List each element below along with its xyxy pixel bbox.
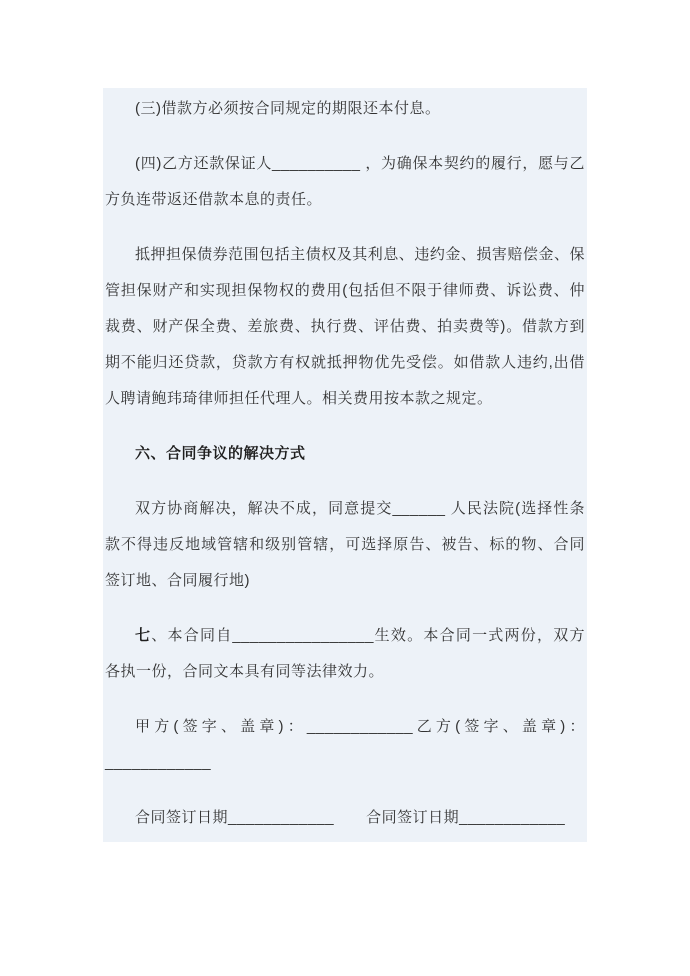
section-7-number: 七 [135,627,152,644]
signing-date-line [105,800,585,836]
section-7-text: 、本合同自________________生效。本合同一式两份，双方各执一份，合同文本具有同等法律效力。 [105,627,585,680]
clause-effective-date [105,618,585,690]
clause-mortgage-scope: 抵押担保债券范围包括主债权及其利息、违约金、损害赔偿金、保管担保财产和实现担保物权的费用(包括但不限于律师费、诉讼费、仲裁费、财产保全费、差旅费、执行费、评估费、拍卖费等)。借款方到期不能归还贷款，贷款方有权就抵押物优先受偿。如借款人违约,出借人聘请鲍玮琦律师担任代理人。相关费用按本款之规定。 [105,246,585,407]
clause-repayment-term: (三)借款方必须按合同规定的期限还本付息。 [135,100,441,117]
signature-line [105,709,585,781]
sign-date-party-a: 合同签订日期____________ [135,809,335,826]
clause-dispute-resolution: 双方协商解决，解决不成，同意提交______ 人民法院(选择性条款不得违反地域管辖和级别管辖，可选择原告、被告、标的物、合同签订地、合同履行地) [105,500,585,589]
party-b-signature-label: 乙方(签字、盖章)：____________ [105,718,585,771]
party-a-signature-label: 甲方(签字、盖章)：____________ [135,718,414,735]
section-6-heading: 六、合同争议的解决方式 [135,445,306,462]
contract-document [103,88,587,842]
clause-guarantor: (四)乙方还款保证人__________ ，为确保本契约的履行，愿与乙方负连带返还借款本息的责任。 [105,155,585,208]
sign-date-party-b: 合同签订日期____________ [366,809,566,826]
